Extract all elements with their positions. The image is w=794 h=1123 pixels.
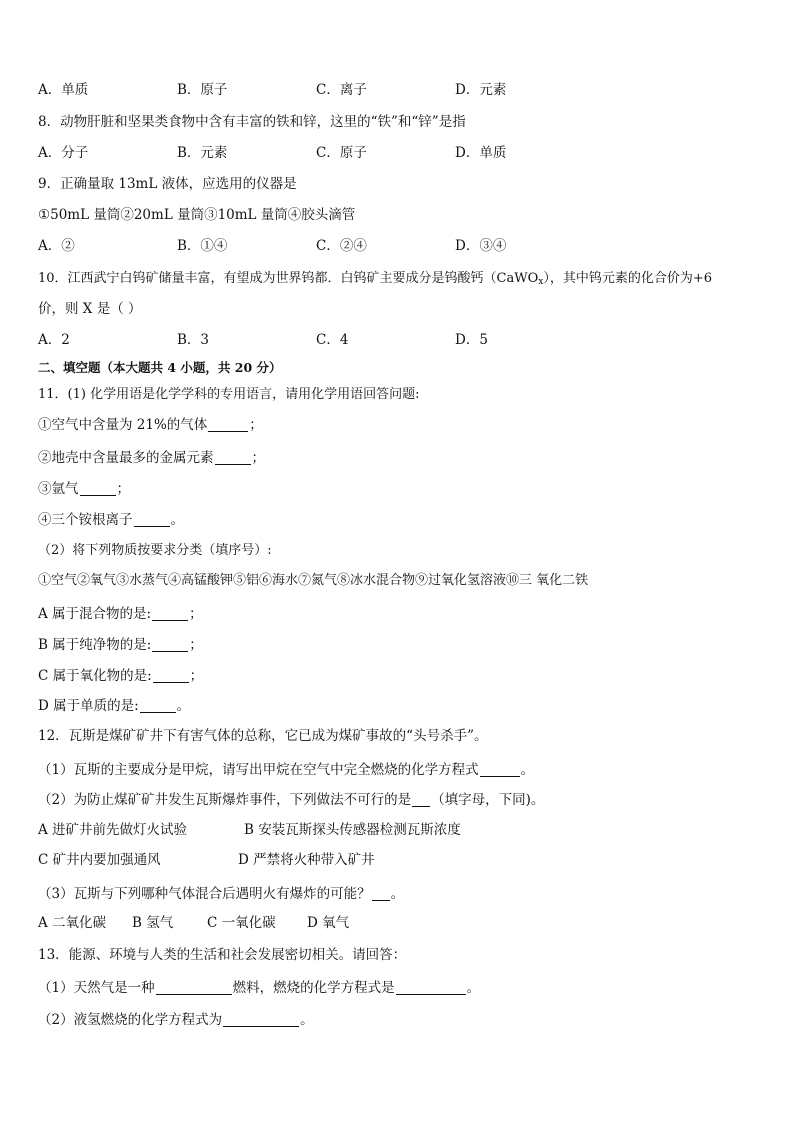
q12-part3-punct: 。 <box>390 886 405 902</box>
q11-item4-blank[interactable] <box>134 512 170 527</box>
q9-stem: 9．正确量取 13mL 液体，应选用的仪器是 <box>38 176 297 192</box>
q10-stem-2: 价，则 X 是（ ） <box>38 301 142 317</box>
q13-part1-blank2[interactable] <box>396 980 466 995</box>
q11-c-punct: ； <box>189 668 204 684</box>
q12-part2-blank[interactable] <box>412 792 430 807</box>
q12-part1-punct: 。 <box>520 762 535 778</box>
q11-b-text: B 属于纯净物的是: <box>38 637 152 653</box>
q11-b <box>38 637 203 653</box>
q13-part2-text: （2）液氢燃烧的化学方程式为 <box>38 1012 223 1028</box>
q11-a-text: A 属于混合物的是: <box>38 606 152 622</box>
q9-options <box>38 240 598 254</box>
q12-part1-blank[interactable] <box>480 762 520 777</box>
q10-option-c: C．4 <box>316 332 349 348</box>
q12-option-a: A 进矿井前先做灯火试验 <box>38 822 188 838</box>
q9-option-b: B．①④ <box>177 238 228 254</box>
q11-a <box>38 606 203 622</box>
q10-option-d: D．5 <box>455 332 488 348</box>
q9-option-d: D．③④ <box>455 238 507 254</box>
q8-stem: 8．动物肝脏和坚果类食物中含有丰富的铁和锌，这里的“铁”和“锌”是指 <box>38 114 466 130</box>
q12-part1 <box>38 762 534 778</box>
q11-substance-list: ①空气②氧气③水蒸气④高锰酸钾⑤铝⑥海水⑦氮气⑧冰水混合物⑨过氧化氢溶液⑩三 氧化二铁 <box>38 573 589 588</box>
q12-gas-b: B 氢气 <box>132 915 174 931</box>
q10-stem <box>38 272 712 287</box>
q11-item2 <box>38 450 265 466</box>
q11-item4-punct: 。 <box>170 512 184 528</box>
q12-gas-a: A 二氧化碳 <box>38 915 107 931</box>
q13-part2-punct: 。 <box>300 1012 314 1028</box>
q12-stem: 12．瓦斯是煤矿矿井下有害气体的总称，它已成为煤矿事故的“头号杀手”。 <box>38 728 488 744</box>
q7-option-a: A．单质 <box>38 82 89 98</box>
q12-part3-blank[interactable] <box>372 886 390 901</box>
q12-option-b: B 安装瓦斯探头传感器检测瓦斯浓度 <box>244 822 461 838</box>
q11-item1-blank[interactable] <box>208 417 248 432</box>
q9-items: ①50mL 量筒②20mL 量筒③10mL 量筒④胶头滴管 <box>38 207 356 223</box>
q10-option-b: B．3 <box>177 332 210 348</box>
q8-option-a: A．分子 <box>38 145 89 161</box>
q12-gas-options <box>38 917 349 931</box>
q12-options-ab <box>38 824 461 838</box>
q11-b-blank[interactable] <box>152 637 188 652</box>
q13-part1 <box>38 980 480 996</box>
q7-options <box>38 84 598 98</box>
q11-item3-blank[interactable] <box>80 481 116 496</box>
q13-part1-text2: 燃料，燃烧的化学方程式是 <box>232 980 395 996</box>
q11-d-text: D 属于单质的是: <box>38 698 139 714</box>
q13-part2-blank[interactable] <box>223 1012 299 1027</box>
q9-option-c: C．②④ <box>316 238 367 254</box>
q12-option-d: D 严禁将火种带入矿井 <box>238 852 375 868</box>
q12-part3-text: （3）瓦斯与下列哪种气体混合后遇明火有爆炸的可能？ <box>38 886 371 902</box>
q11-part2: （2）将下列物质按要求分类（填序号）: <box>38 543 272 558</box>
q13-part2 <box>38 1012 314 1028</box>
q10-subscript: x <box>538 277 544 287</box>
q11-d-blank[interactable] <box>140 698 176 713</box>
q8-option-d: D．单质 <box>455 145 507 161</box>
q8-option-b: B．元素 <box>177 145 228 161</box>
q12-gas-d: D 氧气 <box>307 915 350 931</box>
q13-part1-blank1[interactable] <box>156 980 232 995</box>
q11-c-blank[interactable] <box>153 668 189 683</box>
q11-b-punct: ； <box>189 637 203 653</box>
q11-item3-text: ③氩气 <box>38 481 79 497</box>
q8-options <box>38 147 598 161</box>
q12-part3 <box>38 886 404 902</box>
q8-option-c: C．原子 <box>316 145 367 161</box>
q11-item4 <box>38 512 184 528</box>
q11-part1: 11．(1) 化学用语是化学学科的专用语言，请用化学用语回答问题: <box>38 387 420 402</box>
q10-option-a: A．2 <box>38 332 70 348</box>
q11-a-blank[interactable] <box>152 606 188 621</box>
q7-option-c: C．离子 <box>316 82 367 98</box>
q12-gas-c: C 一氧化碳 <box>207 915 276 931</box>
q12-options-cd <box>38 854 375 868</box>
q11-item3 <box>38 481 130 497</box>
q7-option-d: D．元素 <box>455 82 507 98</box>
q11-d-punct: 。 <box>176 698 191 714</box>
q12-part2-text: （2）为防止煤矿矿井发生瓦斯爆炸事件，下列做法不可行的是 <box>38 792 412 808</box>
q10-stem-a: 10．江西武宁白钨矿储量丰富，有望成为世界钨都．白钨矿主要成分是钨酸钙（CaWO <box>38 271 539 286</box>
q11-item4-text: ④三个铵根离子 <box>38 512 133 528</box>
q11-item1 <box>38 417 263 433</box>
q11-item2-punct: ； <box>251 450 265 466</box>
q13-stem: 13．能源、环境与人类的生活和社会发展密切相关。请回答： <box>38 947 407 963</box>
q11-item3-punct: ； <box>116 481 130 497</box>
q11-item1-text: ①空气中含量为 21%的气体 <box>38 417 208 433</box>
q11-item1-punct: ； <box>249 417 263 433</box>
q11-c <box>38 668 203 684</box>
q12-option-c: C 矿井内要加强通风 <box>38 852 161 868</box>
q10-stem-b: ），其中钨元素的化合价为+6 <box>543 271 713 286</box>
q13-part1-text: （1）天然气是一种 <box>38 980 155 996</box>
q10-options <box>38 334 598 348</box>
q13-part1-punct: 。 <box>466 980 481 996</box>
q12-part2 <box>38 792 544 808</box>
q12-part2-tail: （填字母，下同)。 <box>431 792 545 808</box>
q11-item2-text: ②地壳中含量最多的金属元素 <box>38 450 214 466</box>
q11-a-punct: ； <box>189 606 203 622</box>
q7-option-b: B．原子 <box>177 82 228 98</box>
q11-item2-blank[interactable] <box>215 450 251 465</box>
q11-d <box>38 698 190 714</box>
section-2-heading: 二、填空题（本大题共 4 小题，共 20 分） <box>38 360 282 375</box>
q12-part1-text: （1）瓦斯的主要成分是甲烷，请写出甲烷在空气中完全燃烧的化学方程式 <box>38 762 479 778</box>
q9-option-a: A．② <box>38 238 75 254</box>
q11-c-text: C 属于氧化物的是: <box>38 668 152 684</box>
